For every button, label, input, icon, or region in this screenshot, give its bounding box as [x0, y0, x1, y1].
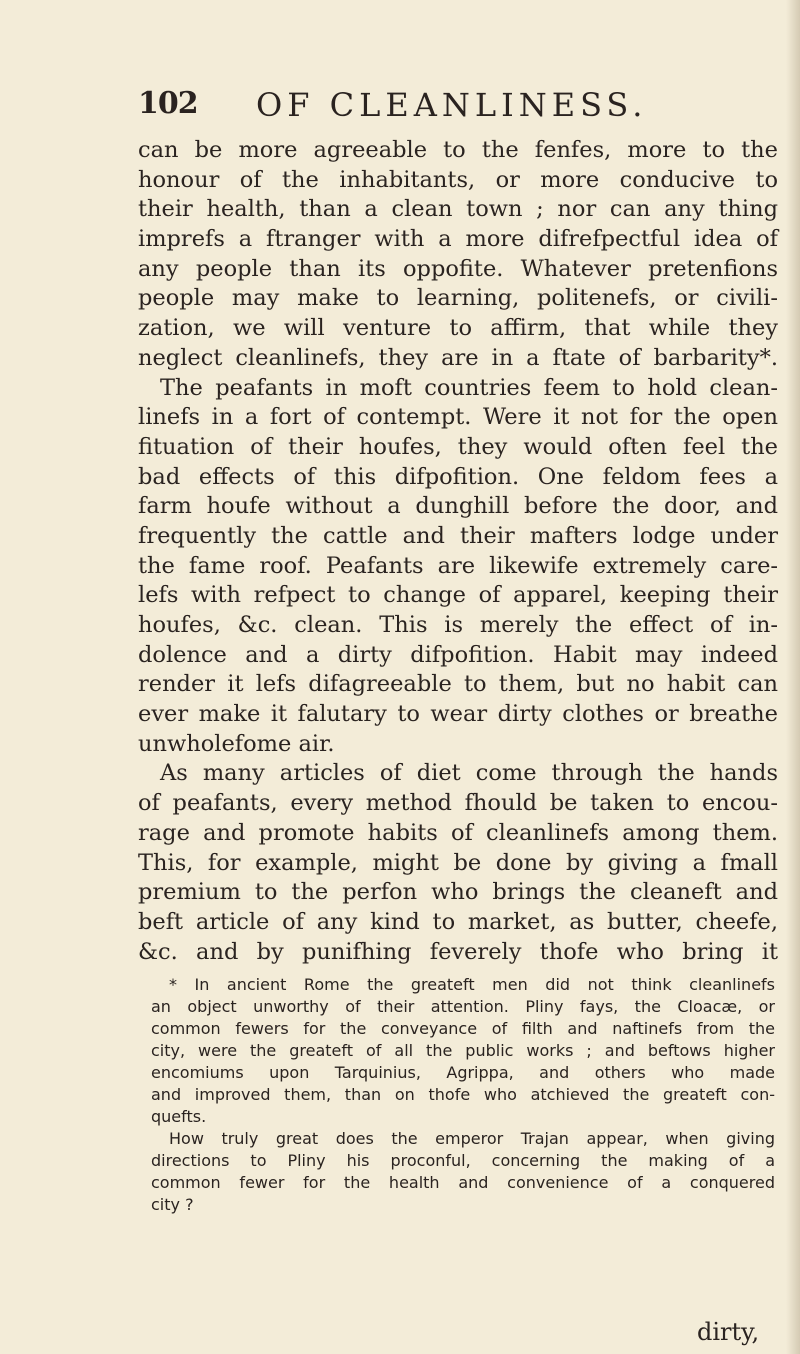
body-line: any people than its oppofite. Whatever pretenfions: [138, 255, 778, 282]
footnote-line: city, were the greateft of all the public works ; and beftows higher: [151, 1041, 775, 1060]
body-line: The peafants in moft countries feem to hold clean-: [160, 374, 778, 401]
footnote-line: common fewer for the health and convenience of a conquered: [151, 1173, 775, 1192]
footnote-line: city ?: [151, 1195, 194, 1214]
footnotes: [151, 974, 775, 1216]
body-line: can be more agreeable to the fenfes, more to the: [138, 137, 778, 163]
body-line: farm houfe without a dunghill before the door, and: [138, 493, 778, 520]
body-line: bad effects of this difpofition. One feldom fees a: [138, 463, 778, 490]
body-line: As many articles of diet come through the hands: [160, 760, 778, 787]
body-line: neglect cleanlinefs, they are in a ftate of barbarity*.: [138, 344, 778, 371]
page-edge-shadow: [786, 0, 800, 1354]
body-line: unwholefome air.: [138, 730, 335, 757]
body-line: frequently the cattle and their mafters lodge under: [138, 522, 778, 549]
footnote-line: an object unworthy of their attention. Pliny fays, the Cloacæ, or: [151, 997, 775, 1016]
body-line: honour of the inhabitants, or more conducive to: [138, 166, 778, 193]
body-line: of peafants, every method fhould be taken to encou-: [138, 790, 778, 817]
body-line: render it lefs difagreeable to them, but no habit can: [138, 671, 778, 698]
body-line: imprefs a ftranger with a more difrefpectful idea of: [138, 226, 778, 253]
page-header: [138, 86, 778, 126]
body-line: zation, we will venture to affirm, that while they: [138, 315, 778, 342]
body-text: [138, 136, 778, 967]
body-line: This, for example, might be done by giving a fmall: [138, 849, 778, 876]
body-line: beft article of any kind to market, as butter, cheefe,: [138, 908, 778, 935]
body-line: dolence and a dirty difpofition. Habit may indeed: [138, 641, 778, 668]
body-line: linefs in a fort of contempt. Were it not for the open: [138, 404, 778, 431]
footnote-line: quefts.: [151, 1107, 207, 1126]
body-line: rage and promote habits of cleanlinefs among them.: [138, 819, 778, 846]
running-title: OF CLEANLINESS.: [256, 86, 648, 124]
body-line: ever make it falutary to wear dirty clothes or breathe: [138, 701, 778, 728]
footnote-line: * In ancient Rome the greateft men did not think cleanlinefs: [169, 975, 775, 994]
body-line: premium to the perfon who brings the cleaneft and: [138, 879, 778, 906]
body-line: people may make to learning, politenefs, or civili-: [138, 285, 778, 312]
body-line: houfes, &c. clean. This is merely the effect of in-: [138, 612, 778, 638]
body-line: &c. and by punifhing feverely thofe who bring it: [138, 938, 778, 965]
footnote-line: common fewers for the conveyance of filth and naftinefs from the: [151, 1019, 775, 1038]
footnote-line: directions to Pliny his proconful, concerning the making of a: [151, 1151, 775, 1170]
body-line: fituation of their houfes, they would often feel the: [138, 433, 778, 460]
footnote-line: encomiums upon Tarquinius, Agrippa, and others who made: [151, 1063, 775, 1082]
catchword: dirty,: [697, 1318, 760, 1346]
body-line: lefs with refpect to change of apparel, keeping their: [138, 582, 778, 609]
body-line: the fame roof. Peafants are likewife extremely care-: [138, 552, 778, 579]
page-number: 102: [138, 86, 198, 121]
footnote-line: How truly great does the emperor Trajan appear, when giving: [169, 1129, 775, 1148]
footnote-line: and improved them, than on thofe who atchieved the greateft con-: [151, 1085, 775, 1104]
body-line: their health, than a clean town ; nor can any thing: [138, 196, 778, 223]
